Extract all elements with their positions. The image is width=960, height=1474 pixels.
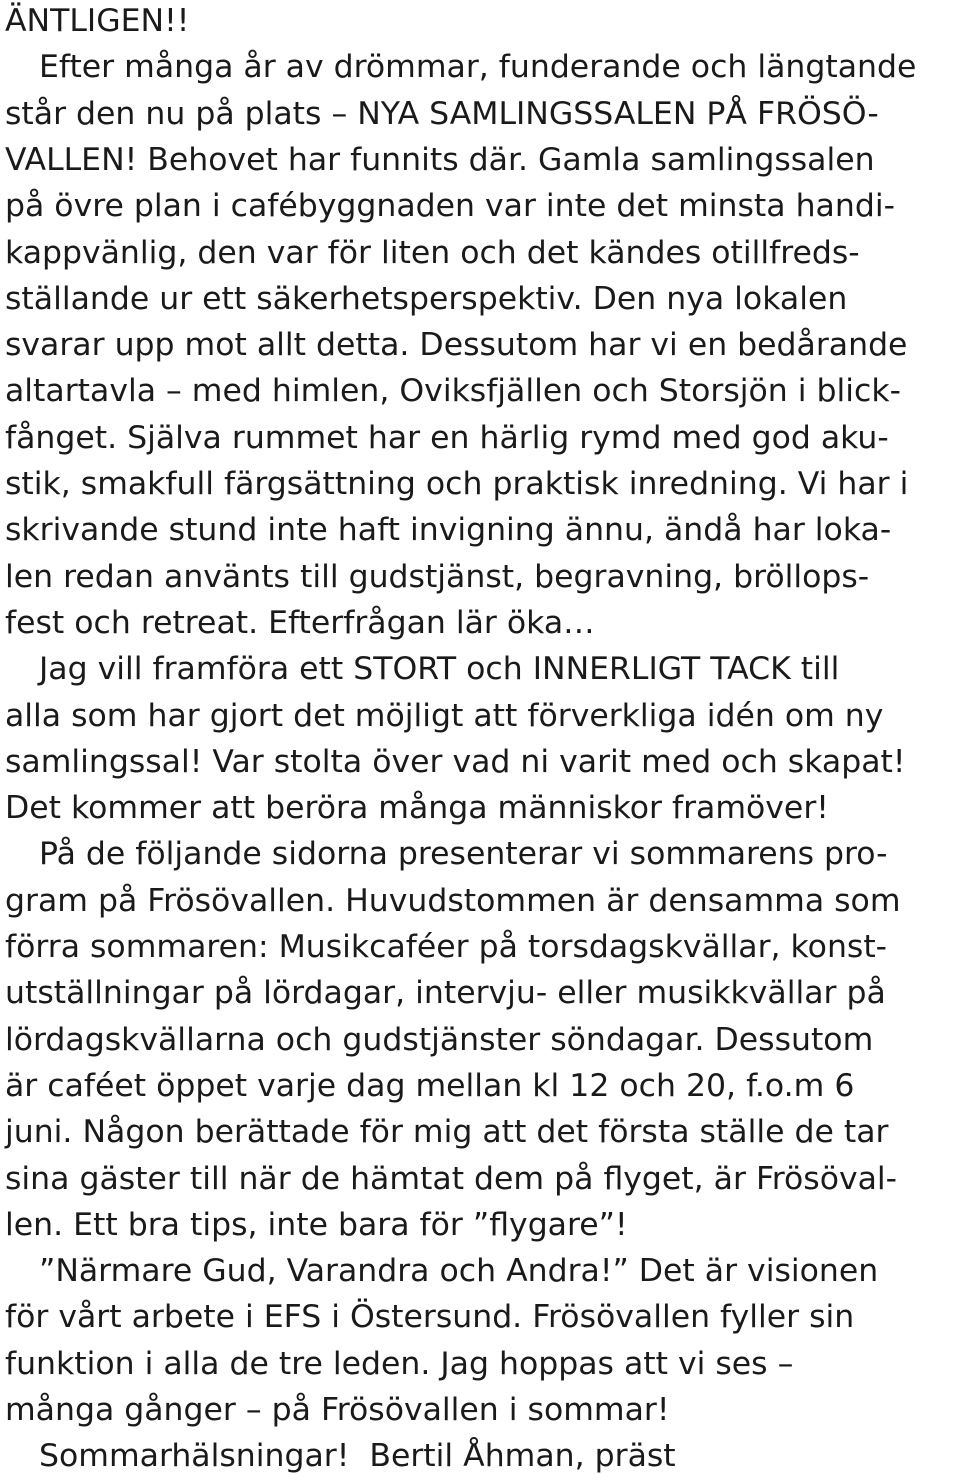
text-line: på övre plan i cafébyggnaden var inte det minsta handi- [5, 188, 895, 225]
text-line: sina gäster till när de hämtat dem på flyget, är Frösöval- [5, 1160, 898, 1197]
text-line: stik, smakfull färgsättning och praktisk inredning. Vi har i [5, 466, 909, 502]
text-line: Efter många år av drömmar, funderande och längtande [39, 49, 917, 86]
text-line: samlingssal! Var stolta över vad ni varit med och skapat! [5, 743, 906, 780]
text-line: fånget. Själva rummet har en härlig rymd med god aku- [5, 419, 889, 456]
text-line: utställningar på lördagar, intervju- eller musikkvällar på [5, 975, 886, 1012]
text-line: svarar upp mot allt detta. Dessutom har vi en bedårande [5, 327, 908, 364]
text-line: fest och retreat. Efterfrågan lär öka… [5, 604, 595, 641]
text-line: funktion i alla de tre leden. Jag hoppas att vi ses – [5, 1345, 794, 1382]
text-line: På de följande sidorna presenterar vi sommarens pro- [39, 836, 888, 873]
text-line: för vårt arbete i EFS i Östersund. Frösövallen fyller sin [5, 1299, 855, 1336]
text-line: juni. Någon berättade för mig att det första ställe de tar [5, 1114, 889, 1151]
text-line: kappvänlig, den var för liten och det kändes otillfreds- [5, 234, 860, 271]
text-line: alla som har gjort det möjligt att förverkliga idén om ny [5, 697, 884, 734]
text-line: gram på Frösövallen. Huvudstommen är densamma som [5, 882, 901, 919]
text-line: Det kommer att beröra många människor framöver! [5, 790, 829, 827]
text-line: ”Närmare Gud, Varandra och Andra!” Det är visionen [39, 1253, 879, 1290]
text-line: len redan använts till gudstjänst, begravning, bröllops- [5, 558, 870, 595]
text-line: många gånger – på Frösövallen i sommar! [5, 1392, 670, 1428]
text-line: altartavla – med himlen, Oviksfjällen och Storsjön i blick- [5, 373, 901, 410]
text-line: len. Ett bra tips, inte bara för ”flygare”! [5, 1206, 628, 1243]
document-heading: ÄNTLIGEN!! [5, 3, 190, 39]
text-line: Sommarhälsningar! Bertil Åhman, präst [39, 1438, 676, 1474]
text-line: Jag vill framföra ett STORT och INNERLIGT TACK till [39, 651, 840, 688]
text-line: är caféet öppet varje dag mellan kl 12 och 20, f.o.m 6 [5, 1067, 855, 1104]
text-line: står den nu på plats – NYA SAMLINGSSALEN PÅ FRÖSÖ- [5, 95, 879, 132]
text-line: förra sommaren: Musikcaféer på torsdagskvällar, konst- [5, 929, 888, 965]
text-line: skrivande stund inte haft invigning ännu, ändå har loka- [5, 512, 892, 549]
text-line: VALLEN! Behovet har funnits där. Gamla samlingssalen [5, 141, 875, 178]
text-line: lördagskvällarna och gudstjänster söndagar. Dessutom [5, 1021, 874, 1058]
text-line: ställande ur ett säkerhetsperspektiv. Den nya lokalen [5, 280, 848, 317]
